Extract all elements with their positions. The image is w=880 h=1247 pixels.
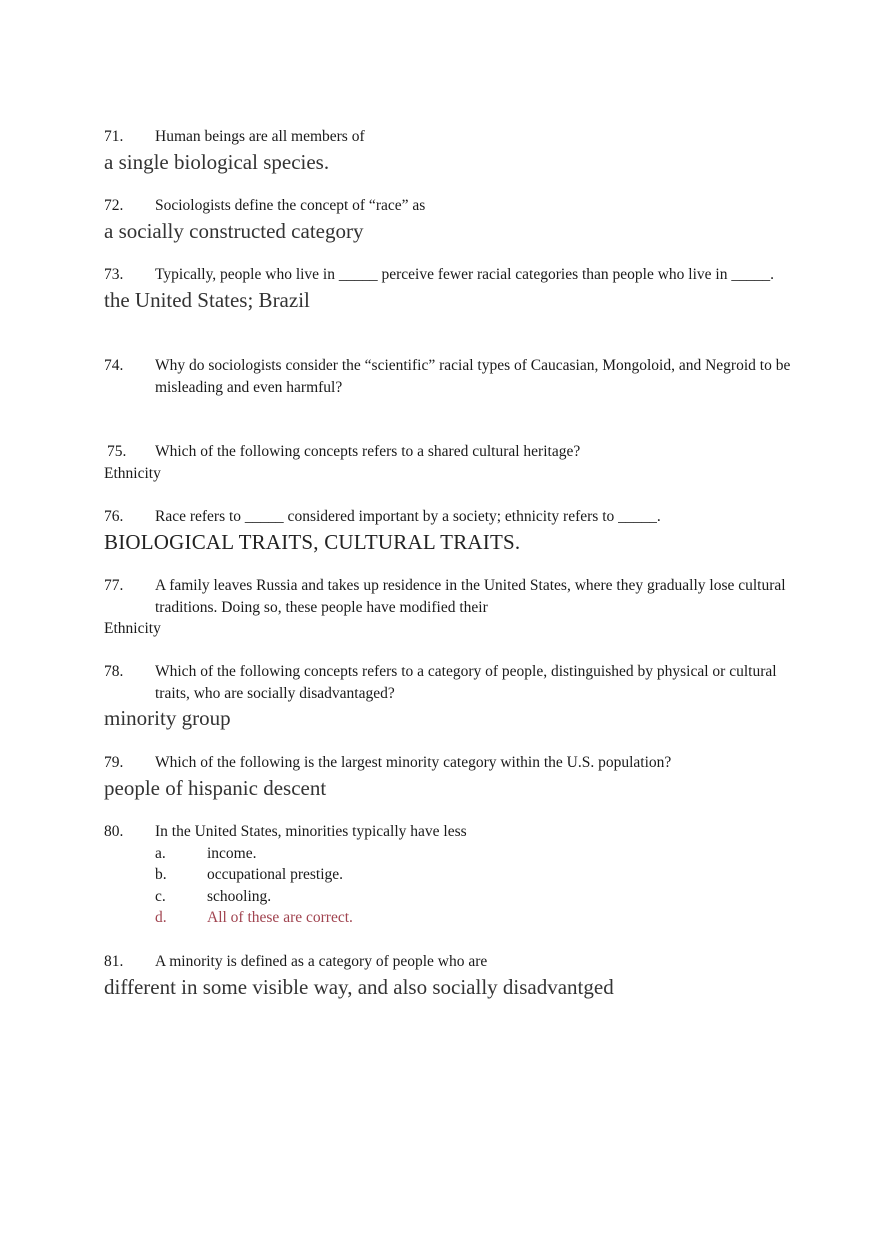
- option-b-text: occupational prestige.: [207, 866, 344, 883]
- question-76-prompt: [104, 506, 794, 528]
- question-75-number: 75.: [107, 443, 127, 460]
- option-b-letter: b.: [155, 866, 167, 883]
- question-77-prompt: [104, 575, 794, 618]
- question-75: [104, 441, 794, 484]
- question-75-text: Which of the following concepts refers to a shared cultural heritage?: [155, 443, 581, 460]
- question-80-text: In the United States, minorities typically have less: [155, 823, 467, 840]
- question-73-answer: the United States; Brazil: [104, 287, 310, 312]
- option-d-letter: d.: [155, 909, 167, 926]
- question-77: [104, 575, 794, 640]
- question-71-answer: a single biological species.: [104, 149, 330, 174]
- question-81-answer: different in some visible way, and also socially disadvantged: [104, 974, 614, 999]
- question-81: [104, 951, 794, 1000]
- question-71-text: Human beings are all members of: [155, 128, 365, 145]
- question-77-answer: Ethnicity: [104, 620, 161, 637]
- question-80-prompt: [104, 821, 794, 843]
- question-78-text: Which of the following concepts refers to a category of people, distinguished by physical or cultural traits, who are socially disadvantaged?: [155, 663, 777, 702]
- question-78: [104, 661, 794, 731]
- option-a-text: income.: [207, 844, 257, 862]
- question-76: [104, 506, 794, 555]
- question-78-answer: minority group: [104, 706, 231, 730]
- question-74-number: 74.: [104, 357, 124, 374]
- question-71-prompt: [104, 126, 794, 148]
- option-c: [155, 886, 794, 908]
- question-71-number: 71.: [104, 128, 124, 145]
- option-a: [155, 843, 794, 865]
- question-73: [104, 264, 794, 313]
- option-c-letter: c.: [155, 887, 166, 905]
- question-73-text: Typically, people who live in _____ perceive fewer racial categories than people who live in _____.: [155, 266, 774, 283]
- question-76-answer: BIOLOGICAL TRAITS, CULTURAL TRAITS.: [104, 529, 521, 554]
- question-81-number: 81.: [104, 953, 124, 970]
- question-79-number: 79.: [104, 754, 124, 771]
- question-79-prompt: [104, 752, 794, 774]
- question-72: [104, 195, 794, 244]
- question-72-number: 72.: [104, 197, 124, 214]
- question-72-answer: a socially constructed category: [104, 218, 364, 243]
- question-79: [104, 752, 794, 801]
- question-75-prompt: [104, 441, 794, 463]
- question-80-number: 80.: [104, 823, 124, 840]
- question-76-number: 76.: [104, 508, 124, 525]
- option-d-text: All of these are correct.: [207, 909, 353, 926]
- question-73-prompt: [104, 264, 794, 286]
- question-77-text: A family leaves Russia and takes up residence in the United States, where they gradually lose cultural traditions. Doing so, these people have modified their: [155, 577, 786, 616]
- question-74: [104, 355, 794, 398]
- question-74-text: Why do sociologists consider the “scientific” racial types of Caucasian, Mongoloid, and Negroid to be misleading and even harmful?: [155, 357, 791, 396]
- question-75-answer: Ethnicity: [104, 464, 161, 482]
- question-73-number: 73.: [104, 266, 124, 283]
- question-81-text: A minority is defined as a category of people who are: [155, 953, 488, 970]
- question-71: [104, 126, 794, 175]
- option-c-text: schooling.: [207, 887, 272, 905]
- question-79-answer: people of hispanic descent: [104, 775, 327, 800]
- question-80: [104, 821, 794, 929]
- question-78-number: 78.: [104, 663, 124, 680]
- question-72-text: Sociologists define the concept of “race” as: [155, 197, 426, 214]
- option-b: [155, 864, 794, 886]
- option-a-letter: a.: [155, 844, 166, 862]
- option-d-correct: [155, 907, 794, 929]
- question-76-text: Race refers to _____ considered important by a society; ethnicity refers to _____.: [155, 508, 661, 525]
- question-78-prompt: [104, 661, 794, 704]
- question-74-prompt: [104, 355, 794, 398]
- question-79-text: Which of the following is the largest minority category within the U.S. population?: [155, 754, 672, 771]
- question-80-options: [104, 843, 794, 929]
- question-81-prompt: [104, 951, 794, 973]
- question-77-number: 77.: [104, 577, 124, 594]
- question-72-prompt: [104, 195, 794, 217]
